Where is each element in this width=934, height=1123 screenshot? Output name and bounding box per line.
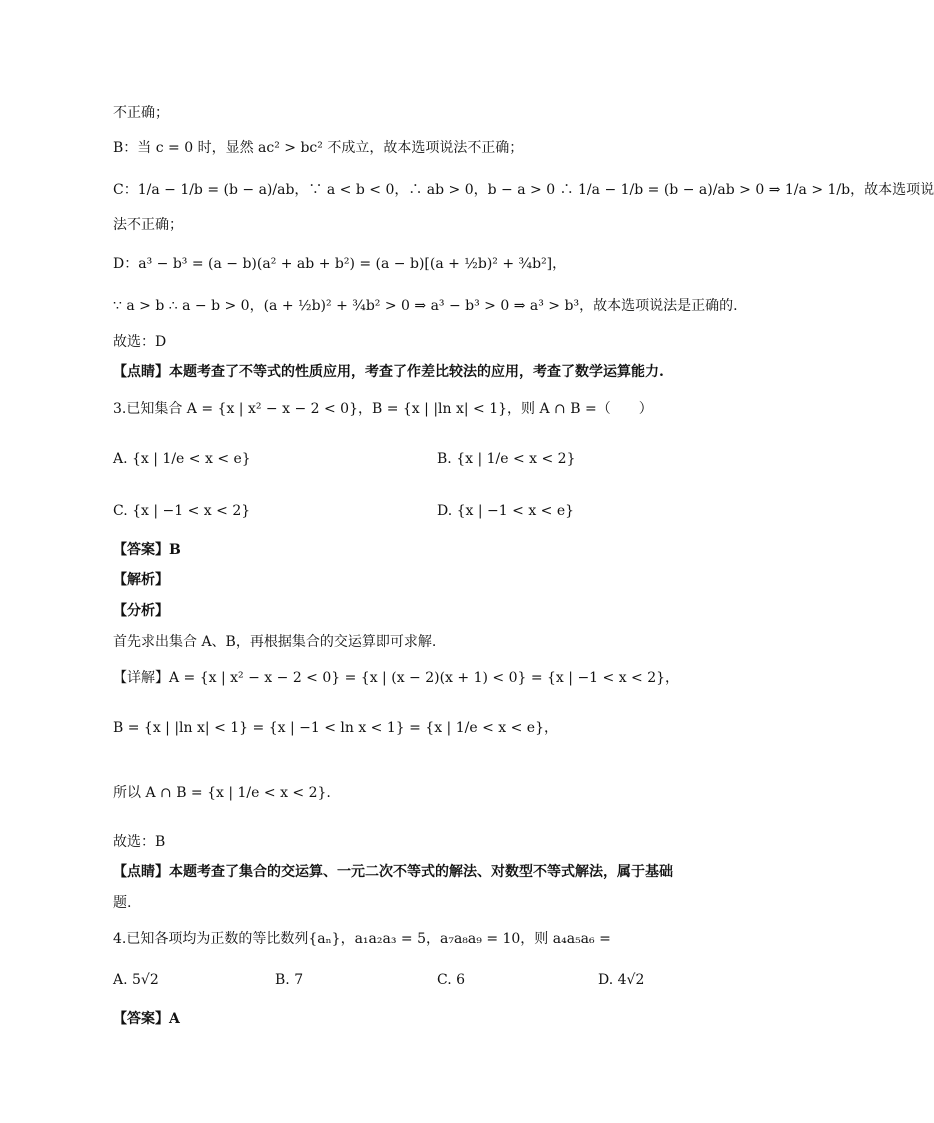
- answer-label: 【答案】B: [113, 542, 181, 558]
- answer-label: 【答案】A: [113, 1011, 180, 1027]
- question-4-stem: 4.已知各项均为正数的等比数列{aₙ}，a₁a₂a₃ = 5，a₇a₈a₉ = 10，则 a₄a₅a₆ =: [113, 931, 611, 947]
- q4-option-c: C. 6: [437, 972, 466, 988]
- answer-choice: 故选：B: [113, 834, 166, 850]
- analysis-sub-label: 【分析】: [113, 603, 169, 619]
- option-c-explanation: C：1/a − 1/b = (b − a)/ab，∵ a < b < 0，∴ ab > 0，b − a > 0 ∴ 1/a − 1/b = (b − a)/ab > 0 ⇒ 1/a > 1/b，故本选项说: [113, 182, 934, 198]
- detail-line: B = {x | |ln x| < 1} = {x | −1 < ln x < 1} = {x | 1/e < x < e}，: [113, 720, 558, 736]
- text-line: 不正确；: [113, 105, 169, 121]
- q3-option-c: C. {x | −1 < x < 2}: [113, 503, 251, 519]
- comment-line: 【点睛】本题考查了不等式的性质应用，考查了作差比较法的应用，考查了数学运算能力.: [113, 364, 664, 380]
- q4-option-a: A. 5√2: [113, 972, 159, 988]
- analysis-label: 【解析】: [113, 572, 169, 588]
- option-b-explanation: B：当 c = 0 时，显然 ac² > bc² 不成立，故本选项说法不正确；: [113, 140, 524, 156]
- detail-line: 【详解】A = {x | x² − x − 2 < 0} = {x | (x − 2)(x + 1) < 0} = {x | −1 < x < 2}，: [113, 670, 680, 686]
- q3-option-d: D. {x | −1 < x < e}: [437, 503, 575, 519]
- text-line: 题.: [113, 895, 132, 911]
- q3-option-a: A. {x | 1/e < x < e}: [113, 451, 251, 467]
- comment-line: 【点睛】本题考查了集合的交运算、一元二次不等式的解法、对数型不等式解法，属于基础: [113, 864, 673, 880]
- text-line: 法不正确；: [113, 217, 183, 233]
- q4-option-b: B. 7: [275, 972, 304, 988]
- analysis-text: 首先求出集合 A、B，再根据集合的交运算即可求解.: [113, 634, 437, 650]
- detail-line: 所以 A ∩ B = {x | 1/e < x < 2}.: [113, 785, 331, 801]
- option-d-explanation: D：a³ − b³ = (a − b)(a² + ab + b²) = (a − b)[(a + ½b)² + ¾b²]，: [113, 256, 567, 272]
- question-3-stem: 3.已知集合 A = {x | x² − x − 2 < 0}，B = {x | |ln x| < 1}，则 A ∩ B =（ ）: [113, 401, 653, 417]
- q4-option-d: D. 4√2: [598, 972, 645, 988]
- q3-option-b: B. {x | 1/e < x < 2}: [437, 451, 576, 467]
- answer-choice: 故选：D: [113, 334, 167, 350]
- option-d-conclusion: ∵ a > b ∴ a − b > 0，(a + ½b)² + ¾b² > 0 ⇒ a³ − b³ > 0 ⇒ a³ > b³，故本选项说法是正确的.: [113, 298, 738, 314]
